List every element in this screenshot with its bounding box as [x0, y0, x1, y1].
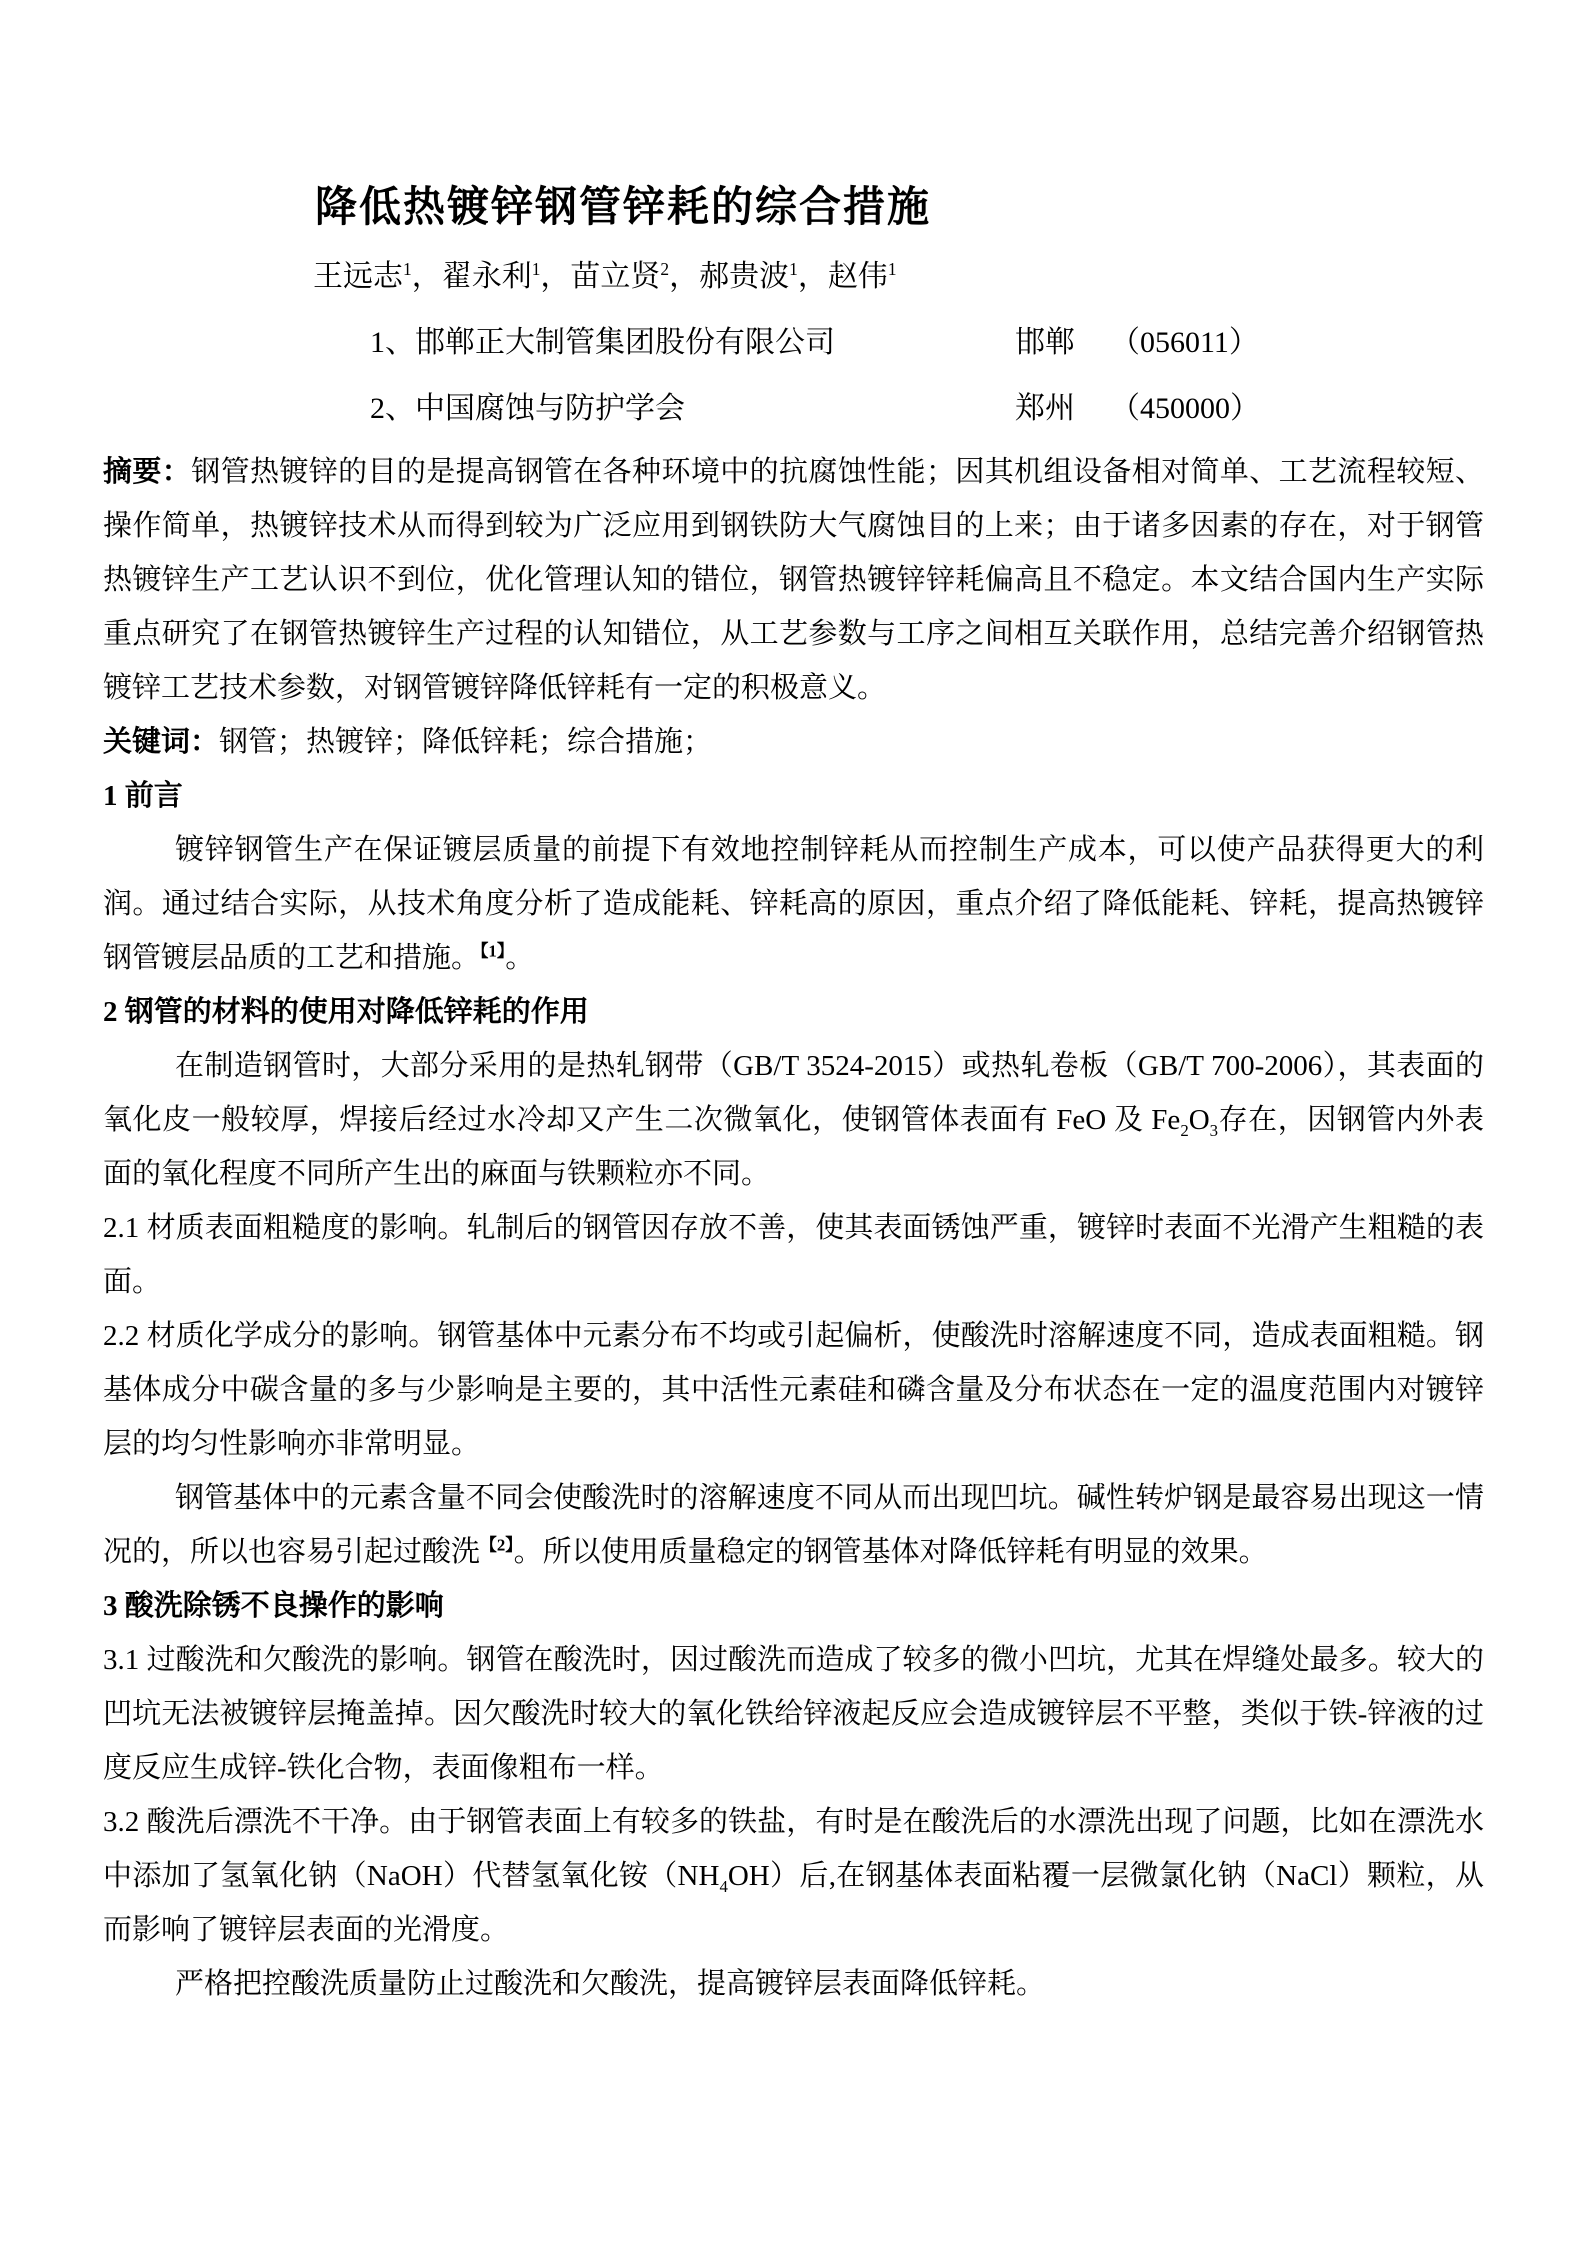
nh4oh-subscript-4: 4: [719, 1876, 728, 1896]
affiliation-1-org: 1、邯郸正大制管集团股份有限公司: [370, 326, 835, 359]
body-text: [103, 445, 1484, 2011]
author-separator: ，: [797, 260, 828, 293]
fe2o3-subscript-3: 3: [1209, 1120, 1219, 1140]
affiliation-2: [370, 389, 1484, 429]
section-2-p3-text-a: 钢管基体中的元素含量不同会使酸洗时的溶解速度不同从而出现凹坑。碱性转炉钢是最容易出现这一情况的，所以也容易引起过酸洗: [103, 1482, 1484, 1568]
paper-title: 降低热镀锌钢管锌耗的综合措施: [315, 185, 932, 231]
citation-ref-2: 【2】: [480, 1535, 514, 1555]
section-3-1-paragraph: 3.1 过酸洗和欠酸洗的影响。钢管在酸洗时，因过酸洗而造成了较多的微小凹坑，尤其在焊缝处最多。较大的凹坑无法被镀锌层掩盖掉。因欠酸洗时较大的氧化铁给锌液起反应会造成镀锌层不平整，类似于铁-锌液的过度反应生成锌-铁化合物，表面像粗布一样。: [103, 1644, 1484, 1784]
affiliation-1-city: 邯郸: [1015, 326, 1075, 359]
section-2-p1-text-c: 存在，因钢管内外表面的氧化程度不同所产生出的麻面与铁颗粒亦不同。: [103, 1104, 1484, 1190]
author-3-name: 苗立贤: [570, 260, 661, 293]
section-2-p1-text-b: O: [1188, 1104, 1210, 1136]
section-1-paragraph-tail: 。: [505, 942, 535, 974]
section-2-p3-text-b: 。所以使用质量稳定的钢管基体对降低锌耗有明显的效果。: [513, 1536, 1268, 1568]
author-1: [313, 260, 442, 293]
section-2-p1-text-a: 在制造钢管时，大部分采用的是热轧钢带（GB/T 3524-2015）或热轧卷板（GB/T 700-2006），其表面的氧化皮一般较厚，焊接后经过水冷却又产生二次微氧化，使钢管体表面有 FeO 及 Fe: [103, 1050, 1484, 1136]
section-2-paragraph-3: [103, 1471, 1484, 1579]
author-3-affiliation-mark: 2: [660, 259, 670, 279]
affiliation-2-postcode: （450000）: [1110, 392, 1260, 425]
section-2-1-paragraph: 2.1 材质表面粗糙度的影响。轧制后的钢管因存放不善，使其表面锈蚀严重，镀锌时表面不光滑产生粗糙的表面。: [103, 1212, 1484, 1298]
section-3-closing-paragraph: 严格把控酸洗质量防止过酸洗和欠酸洗，提高镀锌层表面降低锌耗。: [175, 1968, 1046, 2000]
author-separator: ，: [669, 260, 700, 293]
section-1-paragraph-text: 镀锌钢管生产在保证镀层质量的前提下有效地控制锌耗从而控制生产成本，可以使产品获得更大的利润。通过结合实际，从技术角度分析了造成能耗、锌耗高的原因，重点介绍了降低能耗、锌耗，提高热镀锌钢管镀层品质的工艺和措施。: [103, 834, 1484, 974]
affiliation-2-org: 2、中国腐蚀与防护学会: [370, 392, 685, 425]
author-separator: ，: [411, 260, 442, 293]
abstract-text: 钢管热镀锌的目的是提高钢管在各种环境中的抗腐蚀性能；因其机组设备相对简单、工艺流程较短、操作简单，热镀锌技术从而得到较为广泛应用到钢铁防大气腐蚀目的上来；由于诸多因素的存在，对于钢管热镀锌生产工艺认识不到位，优化管理认知的错位，钢管热镀锌锌耗偏高且不稳定。本文结合国内生产实际重点研究了在钢管热镀锌生产过程的认知错位，从工艺参数与工序之间相互关联作用，总结完善介绍钢管热镀锌工艺技术参数，对钢管镀锌降低锌耗有一定的积极意义。: [103, 456, 1484, 704]
section-3-2-text-a: 3.2 酸洗后漂洗不干净。由于钢管表面上有较多的铁盐，有时是在酸洗后的水漂洗出现了问题，比如在漂洗水中添加了氢氧化钠（NaOH）代替氢氧化铵（NH: [103, 1806, 1484, 1892]
author-1-name: 王远志: [313, 260, 403, 293]
section-2-2-paragraph: 2.2 材质化学成分的影响。钢管基体中元素分布不均或引起偏析，使酸洗时溶解速度不同，造成表面粗糙。钢基体成分中碳含量的多与少影响是主要的，其中活性元素硅和磷含量及分布状态在一定的温度范围内对镀锌层的均匀性影响亦非常明显。: [103, 1320, 1484, 1460]
affiliation-2-city: 郑州: [1015, 392, 1075, 425]
section-1-paragraph: [103, 823, 1484, 985]
section-3-2-paragraph: [103, 1795, 1484, 1957]
section-2-heading: 2 钢管的材料的使用对降低锌耗的作用: [103, 996, 589, 1028]
section-3-2-text-b: OH）后,在钢基体表面粘覆一层微氯化钠（NaCl）颗粒，从而影响了镀锌层表面的光滑度。: [103, 1860, 1484, 1946]
keywords-paragraph: [103, 715, 1484, 769]
author-5-name: 赵伟: [827, 260, 888, 293]
author-4-affiliation-mark: 1: [789, 259, 798, 279]
author-4: [699, 260, 828, 293]
affiliation-1-postcode: （056011）: [1110, 326, 1259, 359]
abstract-paragraph: [103, 445, 1484, 715]
author-2-name: 翟永利: [441, 260, 532, 293]
abstract-label: 摘要：: [103, 456, 192, 488]
author-5-affiliation-mark: 1: [887, 259, 897, 279]
citation-ref-1: 【1】: [480, 941, 506, 961]
affiliation-1: [370, 323, 1484, 363]
author-4-name: 郝贵波: [699, 260, 790, 293]
authors-line: [313, 257, 1484, 297]
author-5: [828, 260, 897, 293]
document-content: [103, 0, 1484, 2011]
section-1-heading: 1 前言: [103, 780, 183, 812]
author-3: [570, 260, 699, 293]
author-2-affiliation-mark: 1: [531, 259, 541, 279]
author-separator: ，: [540, 260, 571, 293]
keywords-text: 钢管；热镀锌；降低锌耗；综合措施；: [219, 726, 713, 758]
author-2: [442, 260, 571, 293]
section-3-heading: 3 酸洗除锈不良操作的影响: [103, 1590, 444, 1622]
keywords-label: 关键词：: [103, 726, 220, 758]
author-1-affiliation-mark: 1: [403, 259, 412, 279]
fe2o3-subscript-2: 2: [1180, 1120, 1189, 1140]
section-2-paragraph-1: [103, 1039, 1484, 1201]
